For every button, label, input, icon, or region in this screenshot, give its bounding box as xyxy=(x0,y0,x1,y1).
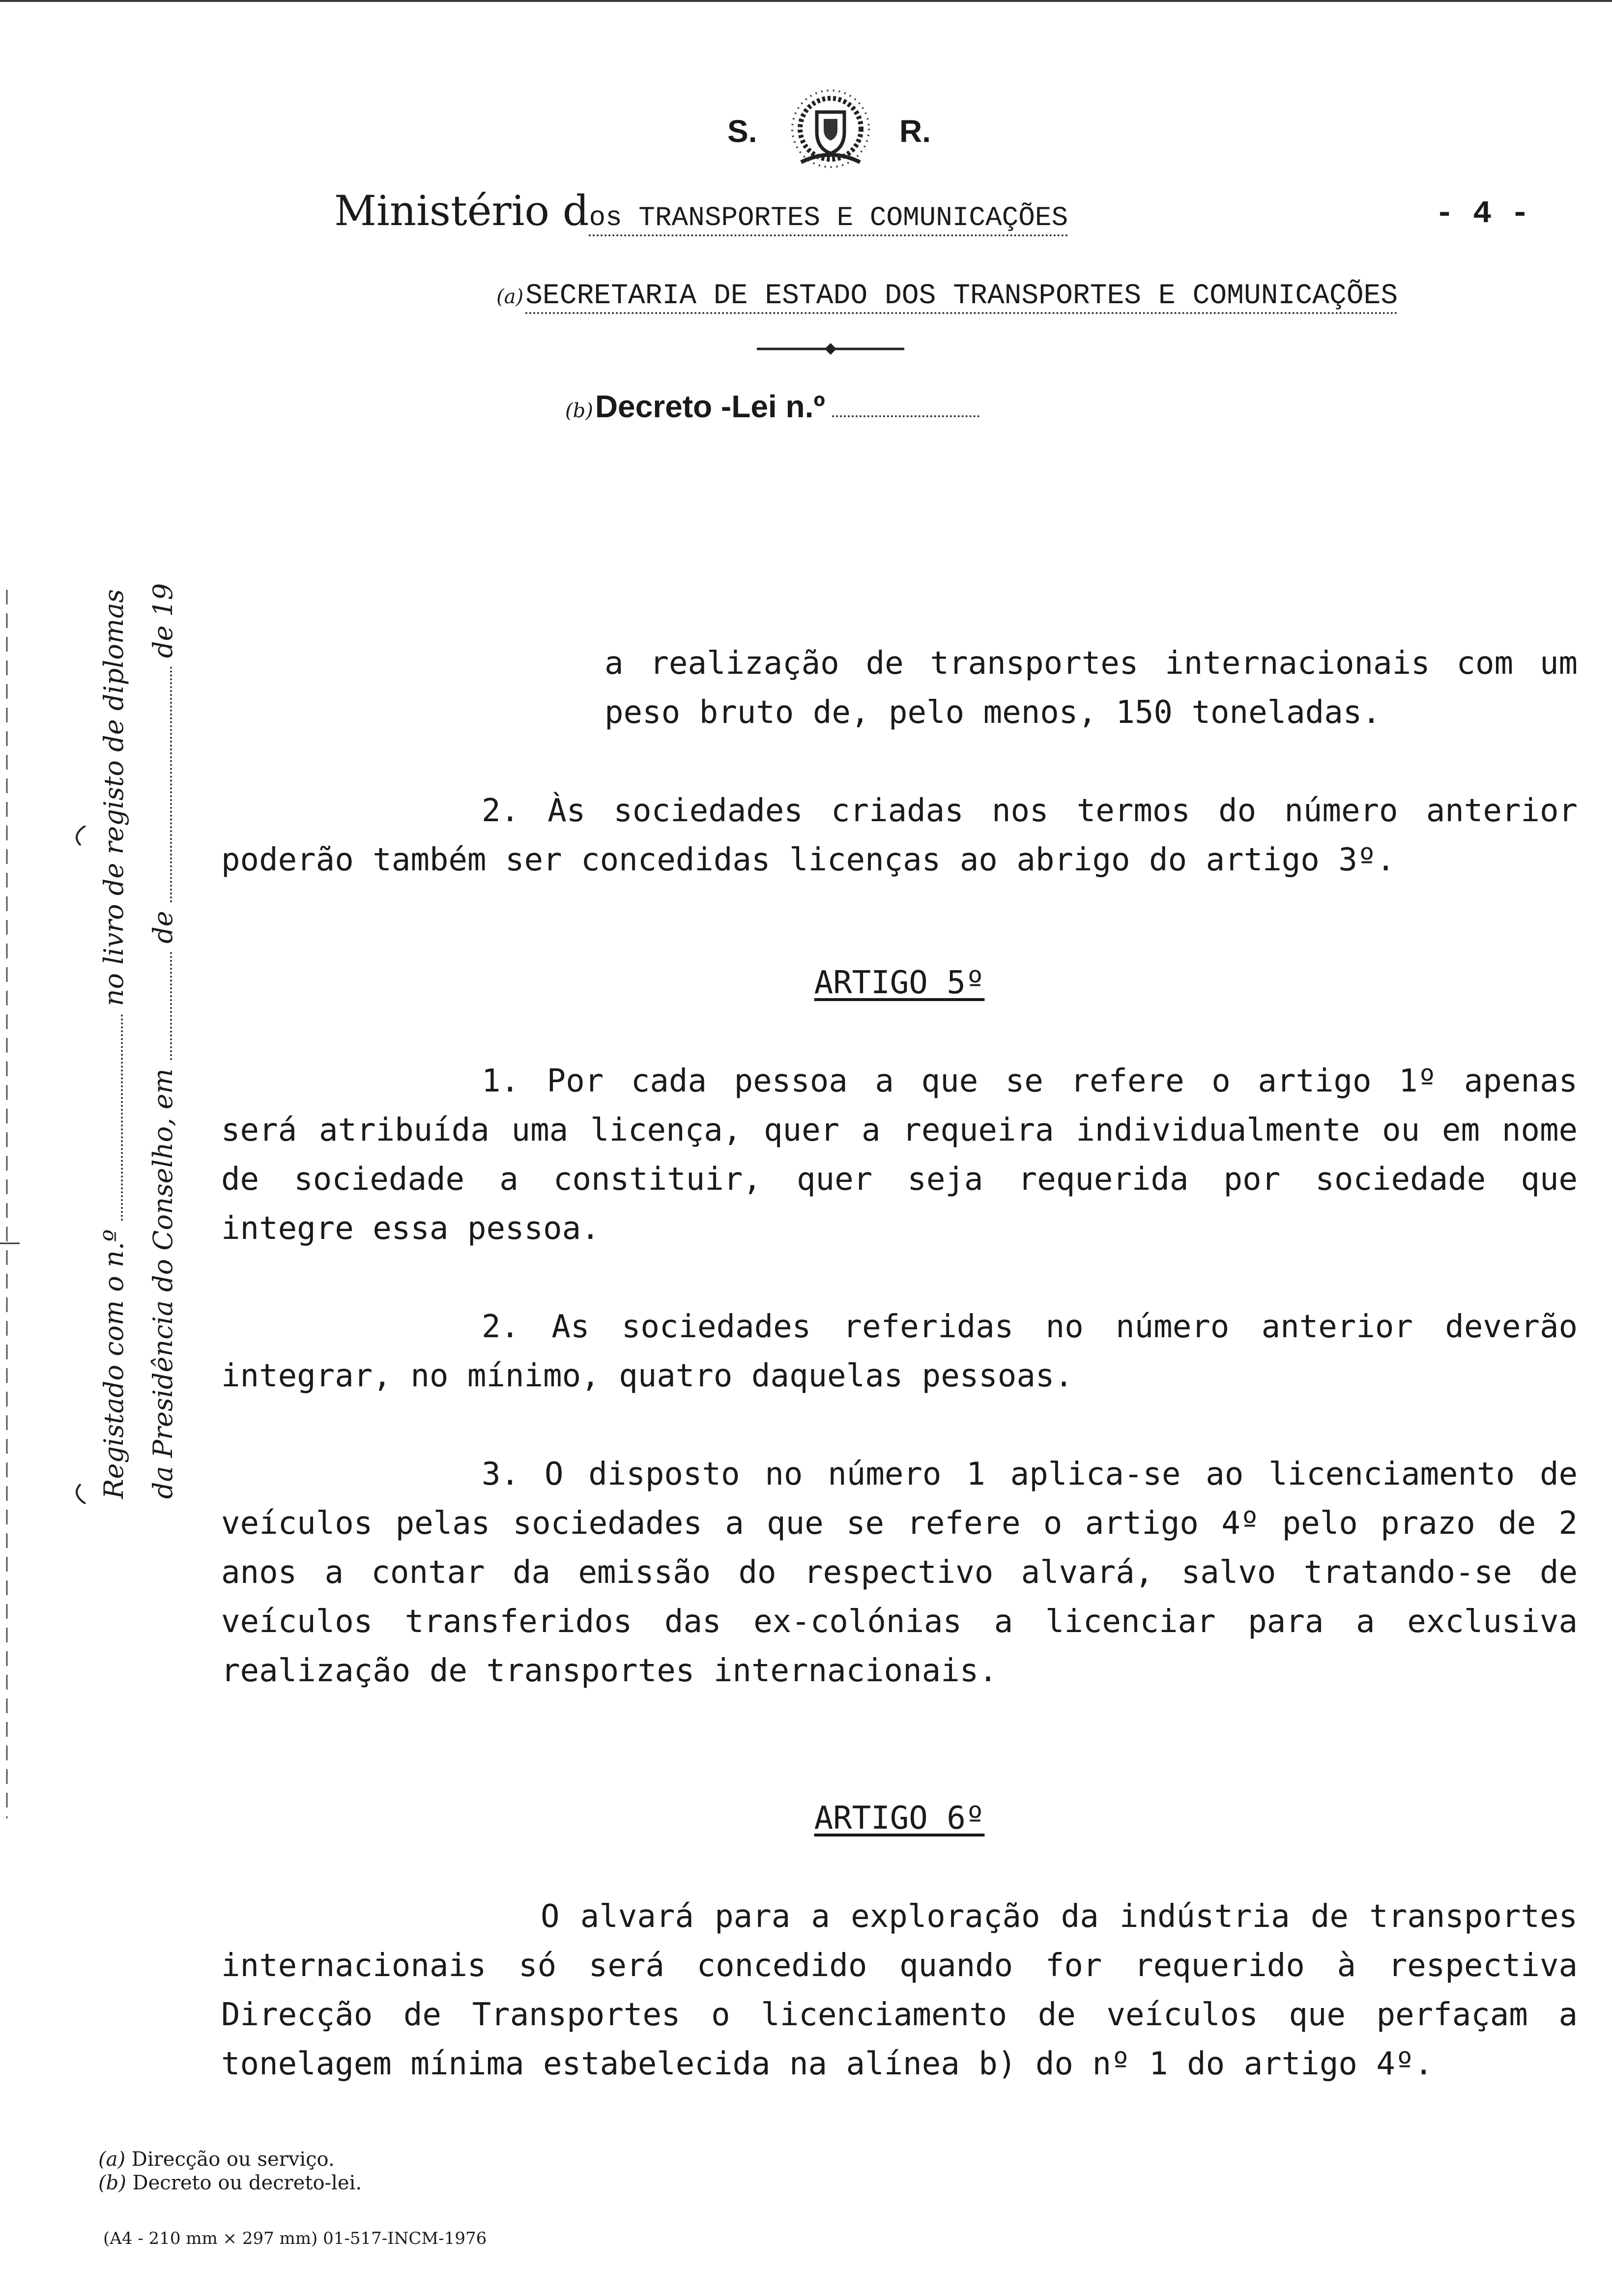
artigo-5-heading: ARTIGO 5º xyxy=(814,965,985,1001)
header-divider xyxy=(757,339,904,359)
footnote-b-marker: (b) xyxy=(98,2172,126,2194)
secretaria-marker: (a) xyxy=(496,286,524,308)
intro-paragraph: a realização de transportes internacionais com um peso bruto de, pelo menos, 150 toneladas. xyxy=(604,645,1578,731)
ministry-line xyxy=(334,187,1297,241)
registration-stamp xyxy=(64,583,182,1499)
artigo-5-paragraph-2: 2. As sociedades referidas no número anterior deverão integrar, no mínimo, quatro daquelas pessoas. xyxy=(221,1309,1578,1394)
decreto-line xyxy=(565,388,1106,425)
footnotes xyxy=(98,2148,362,2195)
coat-of-arms-icon xyxy=(781,88,880,172)
registration-year-label: de 19 xyxy=(147,583,178,659)
registration-line-1 xyxy=(98,589,129,1499)
registration-day-blank xyxy=(170,952,172,1060)
registration-month-blank xyxy=(170,666,172,902)
document-body xyxy=(221,639,1578,2089)
sr-left-letter: S. xyxy=(727,114,757,149)
registration-book-label: no livro de registo de diplomas xyxy=(98,589,129,1006)
registration-line-2 xyxy=(147,583,178,1499)
secretaria-line xyxy=(496,280,1528,312)
registration-number-blank xyxy=(121,1014,123,1221)
ministry-label: Ministério d xyxy=(334,187,589,235)
page-number: - 4 - xyxy=(1435,197,1530,232)
footnote-b xyxy=(98,2171,362,2195)
sr-right-letter: R. xyxy=(899,114,931,149)
registration-de-label: de xyxy=(147,911,178,944)
republic-header xyxy=(708,88,963,177)
ministry-name: os TRANSPORTES E COMUNICAÇÕES xyxy=(589,202,1068,236)
footnote-a-marker: (a) xyxy=(98,2148,126,2171)
top-edge-line xyxy=(0,0,1612,2)
footnote-a xyxy=(98,2148,362,2171)
decreto-marker: (b) xyxy=(565,400,593,422)
footnote-b-text: Decreto ou decreto-lei. xyxy=(132,2172,362,2194)
artigo-6-paragraph-1: O alvará para a exploração da indústria de transportes internacionais só será concedido quando for requerido à respectiva Direcção de Transportes o licenciamento de veículos que perfaçam a tonelagem mínima estabelecida na alínea b) do nº 1 do artigo 4º. xyxy=(221,1898,1578,2082)
paragraph-2-previous-article: 2. Às sociedades criadas nos termos do número anterior poderão também ser concedidas licenças ao abrigo do artigo 3º. xyxy=(221,793,1578,878)
scan-edge-marks xyxy=(0,0,20,2296)
registration-date-label: da Presidência do Conselho, em xyxy=(147,1068,178,1499)
form-code: (A4 - 210 mm × 297 mm) 01-517-INCM-1976 xyxy=(103,2229,487,2248)
artigo-5-paragraph-3: 3. O disposto no número 1 aplica-se ao licenciamento de veículos pelas sociedades a que se refere o artigo 4º pelo prazo de 2 anos a contar da emissão do respectivo alvará, salvo tratando-se de veículos transferidos das ex-colónias a licenciar para a exclusiva realização de transportes internacionais. xyxy=(221,1456,1578,1689)
footnote-a-text: Direcção ou serviço. xyxy=(131,2148,335,2171)
decreto-label: Decreto -Lei n.º xyxy=(595,389,825,424)
artigo-5-paragraph-1: 1. Por cada pessoa a que se refere o artigo 1º apenas será atribuída uma licença, quer a requeira individualmente ou em nome de sociedade a constituir, quer seja requerida por sociedade que integre essa pessoa. xyxy=(221,1063,1578,1247)
secretaria-name: SECRETARIA DE ESTADO DOS TRANSPORTES E COMUNICAÇÕES xyxy=(525,280,1398,314)
registration-number-label: Registado com o n.º xyxy=(98,1229,129,1499)
artigo-6-heading: ARTIGO 6º xyxy=(814,1800,985,1837)
decreto-number-blank xyxy=(832,415,979,417)
